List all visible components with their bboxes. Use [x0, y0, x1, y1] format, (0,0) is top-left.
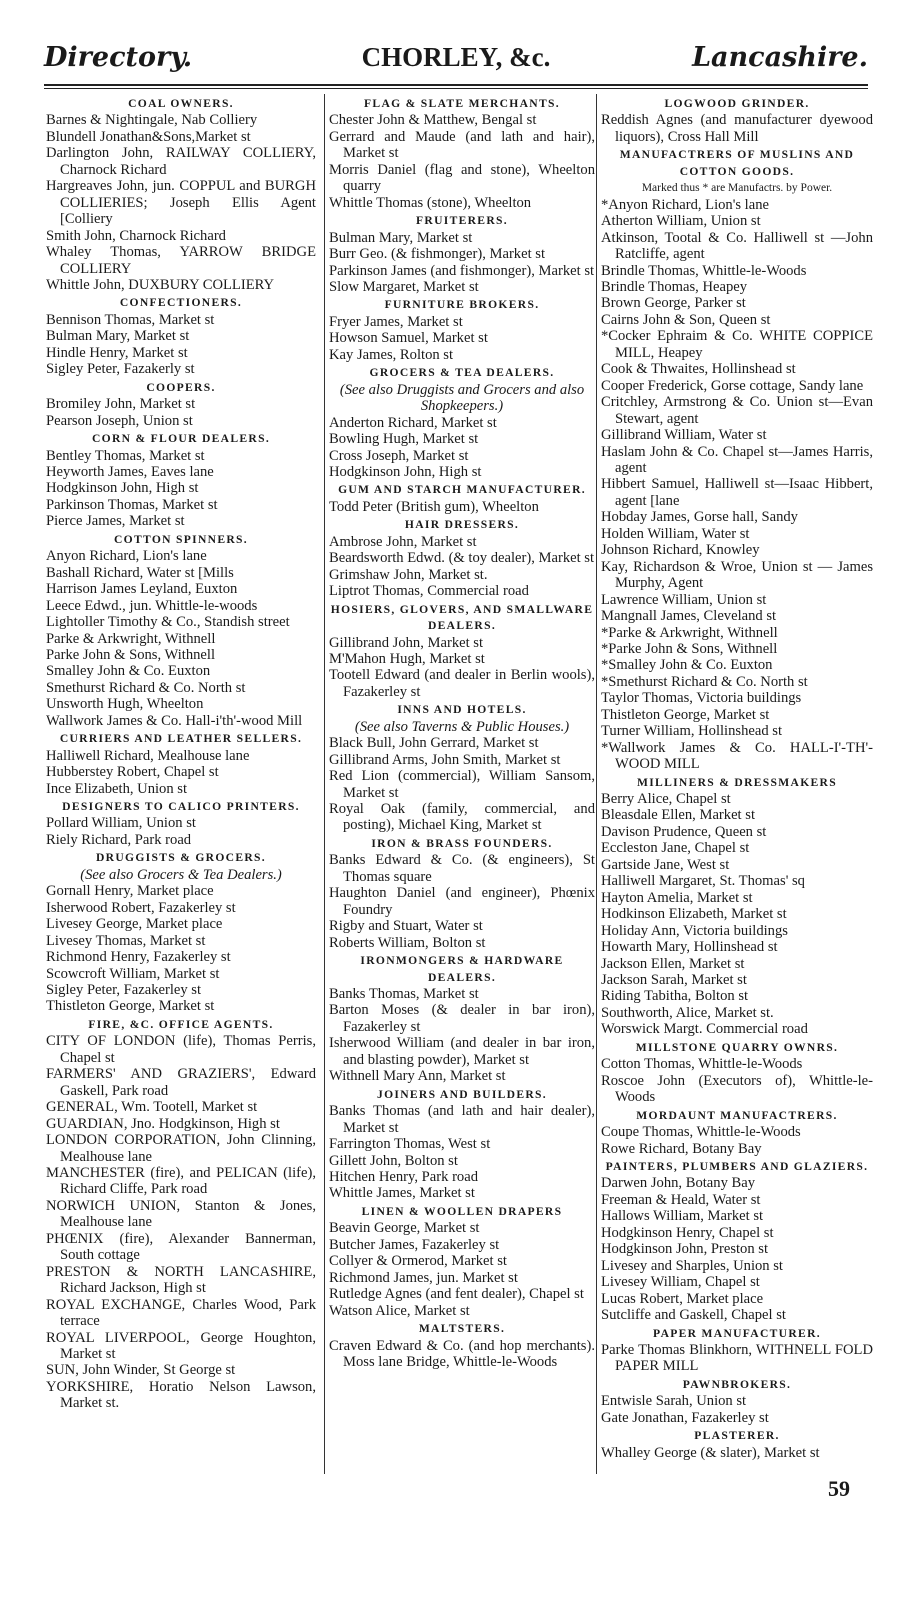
directory-entry: Whittle John, DUXBURY COLLIERY [46, 276, 275, 293]
directory-entry: Grimshaw John, Market st. [329, 566, 488, 583]
directory-entry: Brindle Thomas, Whittle-le-Woods [601, 262, 807, 279]
directory-entry: Thistleton George, Market st [601, 706, 770, 723]
section-heading: PLASTERER. [694, 1429, 780, 1443]
directory-entry: Lawrence William, Union st [601, 591, 767, 608]
directory-entry: ROYAL EXCHANGE, Charles Wood, Park terrace [46, 1296, 316, 1330]
directory-entry: Brindle Thomas, Heapey [601, 278, 748, 295]
directory-entry: Parkinson James (and fishmonger), Market st [329, 262, 595, 279]
directory-entry: Smethurst Richard & Co. North st [46, 679, 246, 696]
directory-entry: Leece Edwd., jun. Whittle-le-woods [46, 597, 258, 614]
section-heading: CONFECTIONERS. [119, 296, 243, 310]
section-heading: LOGWOOD GRINDER. [664, 97, 810, 110]
directory-entry: Haslam John & Co. Chapel st—James Harris, agent [601, 443, 873, 476]
directory-entry: Pollard William, Union st [46, 815, 196, 832]
section-heading: LINEN & WOOLLEN DRAPERS [361, 1204, 563, 1218]
directory-entry: Sigley Peter, Fazakerley st [46, 982, 202, 999]
directory-entry: Beavin George, Market st [329, 1220, 480, 1237]
section-heading: COOPERS. [146, 380, 216, 394]
directory-entry: Whaley Thomas, YARROW BRIDGE COLLIERY [46, 244, 316, 277]
directory-entry: PRESTON & NORTH LANCASHIRE, Richard Jackson, High st [46, 1263, 316, 1297]
directory-entry: Taylor Thomas, Victoria buildings [601, 690, 802, 707]
section-heading: HOSIERS, GLOVERS, AND SMALLWARE DEALERS. [330, 602, 594, 633]
running-head-left: Directory. [44, 42, 193, 73]
directory-entry: *Anyon Richard, Lion's lane [601, 196, 769, 213]
directory-entry: Smalley John & Co. Euxton [46, 663, 211, 680]
header-rule-thin [44, 88, 868, 89]
directory-entry: Darlington John, RAILWAY COLLIERY, Charnock Richard [46, 145, 316, 178]
section-heading: JOINERS AND BUILDERS. [376, 1087, 547, 1101]
directory-entry: Gerrard and Maude (and lath and hair), Market st [329, 128, 595, 162]
directory-entry: Riding Tabitha, Bolton st [601, 988, 749, 1005]
directory-entry: ROYAL LIVERPOOL, George Houghton, Market st [46, 1329, 316, 1362]
section-heading: DESIGNERS TO CALICO PRINTERS. [62, 800, 300, 814]
directory-entry: Hallows William, Market st [601, 1208, 764, 1225]
directory-entry: Richmond James, jun. Market st [329, 1269, 518, 1286]
section-heading: INNS AND HOTELS. [397, 703, 527, 717]
section-heading: MANUFACTRERS OF MUSLINS AND COTTON GOODS. [619, 148, 855, 178]
directory-entry: Blundell Jonathan&Sons,Market st [46, 128, 251, 145]
directory-entry: Parke Thomas Blinkhorn, WITHNELL FOLD PAPER MILL [601, 1341, 873, 1375]
directory-entry: *Parke John & Sons, Withnell [601, 640, 778, 657]
header-rule [44, 84, 868, 86]
directory-entry: Halliwell Margaret, St. Thomas' sq [601, 873, 805, 890]
directory-entry: Hibbert Samuel, Halliwell st—Isaac Hibbert, agent [lane [601, 476, 873, 509]
directory-entry: Lightoller Timothy & Co., Standish street [46, 614, 290, 631]
directory-entry: Davison Prudence, Queen st [601, 823, 767, 840]
directory-entry: Entwisle Sarah, Union st [601, 1393, 747, 1410]
directory-entry: Rutledge Agnes (and fent dealer), Chapel st [329, 1286, 584, 1303]
directory-entry: Scowcroft William, Market st [46, 965, 220, 982]
directory-entry: Smith John, Charnock Richard [46, 227, 226, 244]
directory-column-2 [324, 94, 595, 1474]
directory-entry: Liptrot Thomas, Commercial road [329, 583, 529, 600]
directory-entry: Whittle James, Market st [329, 1185, 475, 1202]
directory-entry: Anderton Richard, Market st [329, 414, 497, 431]
directory-entry: Bennison Thomas, Market st [46, 311, 215, 328]
section-heading: IRONMONGERS & HARDWARE DEALERS. [360, 954, 564, 984]
directory-entry: Cross Joseph, Market st [329, 447, 469, 464]
directory-entry: Craven Edward & Co. (and hop merchants). Moss lane Bridge, Whittle-le-Woods [329, 1337, 595, 1370]
directory-entry: Cook & Thwaites, Hollinshead st [601, 361, 796, 378]
directory-entry: Roberts William, Bolton st [329, 934, 486, 951]
directory-entry: Lucas Robert, Market place [601, 1290, 764, 1307]
section-heading: MILLSTONE QUARRY OWNRS. [635, 1040, 839, 1054]
directory-entry: Bromiley John, Market st [46, 396, 196, 413]
directory-entry: Fryer James, Market st [329, 313, 463, 330]
directory-entry: Kay James, Rolton st [329, 346, 454, 363]
directory-entry: Gate Jonathan, Fazakerley st [601, 1409, 769, 1426]
directory-entry: Wallwork James & Co. Hall-i'th'-wood Mill [46, 712, 303, 729]
directory-entry: Reddish Agnes (and manufacturer dyewood liquors), Cross Hall Mill [601, 112, 873, 145]
directory-entry: Gillett John, Bolton st [329, 1152, 458, 1169]
directory-entry: Thistleton George, Market st [46, 998, 215, 1015]
section-heading: PAPER MANUFACTURER. [653, 1326, 821, 1340]
directory-entry: Ambrose John, Market st [329, 533, 477, 550]
directory-entry: Unsworth Hugh, Wheelton [46, 696, 204, 713]
directory-entry: Gornall Henry, Market place [46, 883, 214, 900]
section-heading: FURNITURE BROKERS. [384, 298, 540, 312]
directory-entry: NORWICH UNION, Stanton & Jones, Mealhouse lane [46, 1197, 316, 1231]
directory-entry: *Parke & Arkwright, Withnell [601, 624, 778, 641]
section-heading: FRUITERERS. [416, 214, 508, 228]
section-heading: FIRE, &C. OFFICE AGENTS. [88, 1017, 274, 1031]
directory-entry: Pierce James, Market st [46, 513, 185, 530]
directory-entry: MANCHESTER (fire), and PELICAN (life), Richard Cliffe, Park road [46, 1165, 316, 1198]
section-heading: FLAG & SLATE MERCHANTS. [364, 97, 560, 110]
directory-entry: Royal Oak (family, commercial, and posting), Michael King, Market st [329, 801, 595, 834]
directory-entry: Farrington Thomas, West st [329, 1136, 491, 1153]
directory-entry: *Smethurst Richard & Co. North st [601, 673, 808, 690]
directory-entry: Anyon Richard, Lion's lane [46, 548, 207, 565]
directory-entry: Coupe Thomas, Whittle-le-Woods [601, 1124, 801, 1141]
section-heading: HAIR DRESSERS. [404, 518, 520, 532]
directory-entry: M'Mahon Hugh, Market st [329, 650, 485, 667]
directory-entry: Banks Thomas (and lath and hair dealer), Market st [329, 1103, 595, 1136]
directory-entry: Beardsworth Edwd. (& toy dealer), Market st [329, 550, 595, 567]
page-number: 59 [828, 1476, 850, 1501]
section-heading: IRON & BRASS FOUNDERS. [371, 836, 553, 850]
directory-entry: Livesey Thomas, Market st [46, 932, 206, 949]
section-heading: PAWNBROKERS. [682, 1377, 792, 1391]
directory-entry: Halliwell Richard, Mealhouse lane [46, 747, 250, 764]
directory-entry: Hodgkinson John, High st [46, 480, 199, 497]
directory-entry: Parkinson Thomas, Market st [46, 496, 218, 513]
directory-entry: PHŒNIX (fire), Alexander Bannerman, South cottage [46, 1230, 316, 1264]
directory-entry: Bulman Mary, Market st [329, 229, 473, 246]
section-heading: DRUGGISTS & GROCERS. [96, 851, 266, 865]
directory-entry: Worswick Margt. Commercial road [601, 1021, 808, 1038]
directory-entry: Chester John & Matthew, Bengal st [329, 112, 537, 129]
directory-entry: Banks Thomas, Market st [329, 986, 479, 1003]
directory-entry: *Smalley John & Co. Euxton [601, 657, 773, 674]
directory-entry: Red Lion (commercial), William Sansom, Market st [329, 768, 595, 801]
directory-entry: Rigby and Stuart, Water st [329, 918, 483, 935]
directory-entry: Bentley Thomas, Market st [46, 447, 205, 464]
directory-entry: GENERAL, Wm. Tootell, Market st [46, 1099, 258, 1116]
directory-entry: Riely Richard, Park road [46, 831, 192, 848]
directory-entry: Bleasdale Ellen, Market st [601, 807, 755, 824]
directory-entry: Jackson Ellen, Market st [601, 955, 745, 972]
legend-note: Marked thus * are Manufactrs. by Power. [641, 182, 833, 195]
directory-entry: Kay, Richardson & Wroe, Union st — James Murphy, Agent [601, 558, 873, 592]
directory-entry: Slow Margaret, Market st [329, 278, 479, 295]
directory-entry: Hayton Amelia, Market st [601, 889, 753, 906]
directory-entry: Hubberstey Robert, Chapel st [46, 764, 219, 781]
cross-reference-note: (See also Taverns & Public Houses.) [354, 718, 570, 735]
directory-entry: Livesey George, Market place [46, 916, 223, 933]
running-head-right: Lancashire. [692, 42, 868, 73]
directory-entry: Turner William, Hollinshead st [601, 723, 783, 740]
directory-entry: Mangnall James, Cleveland st [601, 608, 777, 625]
section-heading: MILLINERS & DRESSMAKERS [637, 775, 837, 789]
directory-entry: Haughton Daniel (and engineer), Phœnix Foundry [329, 885, 595, 918]
directory-entry: Pearson Joseph, Union st [46, 412, 193, 429]
running-head-title: CHORLEY, &c. [361, 42, 551, 72]
directory-entry: Cotton Thomas, Whittle-le-Woods [601, 1056, 803, 1073]
section-heading: MALTSTERS. [418, 1322, 506, 1336]
directory-entry: Withnell Mary Ann, Market st [329, 1068, 506, 1085]
directory-entry: Gillibrand William, Water st [601, 427, 767, 444]
directory-entry: Hodgkinson Henry, Chapel st [601, 1224, 774, 1241]
directory-entry: Whittle Thomas (stone), Wheelton [329, 194, 532, 211]
directory-entry: Hobday James, Gorse hall, Sandy [601, 509, 798, 526]
directory-entry: LONDON CORPORATION, John Clinning, Mealhouse lane [46, 1132, 316, 1165]
directory-entry: Eccleston Jane, Chapel st [601, 840, 750, 857]
directory-entry: Morris Daniel (flag and stone), Wheelton quarry [329, 161, 595, 195]
section-heading: COAL OWNERS. [128, 97, 234, 110]
directory-entry: Bowling Hugh, Market st [329, 431, 479, 448]
directory-column-3 [596, 94, 873, 1474]
directory-entry: Hodgkinson John, High st [329, 463, 482, 480]
directory-entry: Banks Edward & Co. (& engineers), St Thomas square [329, 852, 595, 885]
directory-entry: GUARDIAN, Jno. Hodgkinson, High st [46, 1115, 280, 1132]
directory-entry: Barnes & Nightingale, Nab Colliery [46, 112, 258, 129]
directory-entry: Todd Peter (British gum), Wheelton [329, 498, 539, 515]
directory-entry: Rowe Richard, Botany Bay [601, 1140, 762, 1157]
directory-entry: Hodgkinson John, Preston st [601, 1241, 769, 1258]
directory-entry: Hindle Henry, Market st [46, 344, 188, 361]
section-heading: MORDAUNT MANUFACTRERS. [636, 1108, 838, 1122]
directory-entry: FARMERS' AND GRAZIERS', Edward Gaskell, Park road [46, 1066, 316, 1099]
directory-entry: Southworth, Alice, Market st. [601, 1004, 774, 1021]
directory-entry: Collyer & Ormerod, Market st [329, 1253, 507, 1270]
directory-entry: Holiday Ann, Victoria buildings [601, 922, 788, 939]
directory-entry: Whalley George (& slater), Market st [601, 1444, 820, 1461]
directory-entry: Harrison James Leyland, Euxton [46, 581, 238, 598]
directory-entry: Isherwood Robert, Fazakerley st [46, 899, 236, 916]
directory-column-1 [46, 94, 316, 1412]
directory-entry: Bashall Richard, Water st [Mills [46, 564, 234, 581]
directory-entry: Darwen John, Botany Bay [601, 1175, 756, 1192]
directory-entry: Critchley, Armstrong & Co. Union st—Evan Stewart, agent [601, 394, 873, 427]
section-heading: CORN & FLOUR DEALERS. [91, 432, 271, 446]
section-heading: COTTON SPINNERS. [114, 532, 248, 546]
directory-entry: Roscoe John (Executors of), Whittle-le-Woods [601, 1072, 873, 1106]
cross-reference-note: (See also Druggists and Grocers and also Shopkeepers.) [339, 381, 585, 415]
directory-entry: SUN, John Winder, St George st [46, 1362, 236, 1379]
directory-entry: Livesey and Sharples, Union st [601, 1257, 783, 1274]
directory-entry: Cairns John & Son, Queen st [601, 311, 771, 328]
directory-entry: Ince Elizabeth, Union st [46, 780, 188, 797]
directory-entry: Burr Geo. (& fishmonger), Market st [329, 246, 546, 263]
directory-entry: Barton Moses (& dealer in bar iron), Fazakerley st [329, 1002, 595, 1035]
directory-entry: Holden William, Water st [601, 525, 750, 542]
directory-entry: Gartside Jane, West st [601, 856, 730, 873]
directory-entry: Isherwood William (and dealer in bar iron, and blasting powder), Market st [329, 1035, 595, 1068]
directory-entry: Atkinson, Tootal & Co. Halliwell st —John Ratcliffe, agent [601, 229, 873, 263]
directory-entry: YORKSHIRE, Horatio Nelson Lawson, Market st. [46, 1378, 316, 1412]
directory-entry: Hitchen Henry, Park road [329, 1169, 478, 1185]
directory-entry: Heyworth James, Eaves lane [46, 463, 214, 480]
cross-reference-note: (See also Grocers & Tea Dealers.) [80, 866, 282, 883]
directory-entry: Jackson Sarah, Market st [601, 972, 747, 989]
directory-entry: Richmond Henry, Fazakerley st [46, 949, 231, 966]
directory-entry: Bulman Mary, Market st [46, 328, 190, 345]
directory-entry: Atherton William, Union st [601, 213, 761, 230]
directory-entry: *Cocker Ephraim & Co. WHITE COPPICE MILL, Heapey [601, 328, 873, 361]
directory-entry: Watson Alice, Market st [329, 1302, 470, 1319]
directory-entry: Parke John & Sons, Withnell [46, 646, 215, 663]
directory-entry: *Wallwork James & Co. HALL-I'-TH'-WOOD MILL [601, 739, 873, 773]
directory-entry: CITY OF LONDON (life), Thomas Perris, Chapel st [46, 1033, 316, 1066]
section-heading: CURRIERS AND LEATHER SELLERS. [59, 732, 303, 746]
page-header [44, 42, 868, 78]
directory-entry: Brown George, Parker st [601, 295, 746, 312]
directory-entry: Freeman & Heald, Water st [601, 1191, 761, 1208]
directory-entry: Hargreaves John, jun. COPPUL and BURGH COLLIERIES; Joseph Ellis Agent [Colliery [46, 178, 316, 228]
directory-entry: Sutcliffe and Gaskell, Chapel st [601, 1307, 786, 1324]
directory-entry: Tootell Edward (and dealer in Berlin wools), Fazakerley st [329, 667, 595, 700]
directory-entry: Howson Samuel, Market st [329, 330, 488, 347]
directory-entry: Howarth Mary, Hollinshead st [601, 939, 778, 956]
section-heading: GROCERS & TEA DEALERS. [369, 366, 555, 380]
section-heading: PAINTERS, PLUMBERS AND GLAZIERS. [605, 1160, 869, 1173]
section-heading: GUM AND STARCH MANUFACTURER. [338, 483, 586, 497]
directory-entry: Butcher James, Fazakerley st [329, 1236, 500, 1253]
directory-entry: Gillibrand Arms, John Smith, Market st [329, 751, 561, 768]
directory-entry: Berry Alice, Chapel st [601, 791, 731, 808]
directory-entry: Cooper Frederick, Gorse cottage, Sandy lane [601, 377, 864, 394]
directory-entry: Hodkinson Elizabeth, Market st [601, 906, 787, 923]
directory-entry: Gillibrand John, Market st [329, 634, 484, 651]
directory-entry: Black Bull, John Gerrard, Market st [329, 735, 539, 752]
directory-entry: Parke & Arkwright, Withnell [46, 630, 216, 647]
directory-entry: Sigley Peter, Fazakerly st [46, 361, 195, 378]
directory-entry: Johnson Richard, Knowley [601, 542, 760, 559]
directory-entry: Livesey William, Chapel st [601, 1274, 760, 1291]
